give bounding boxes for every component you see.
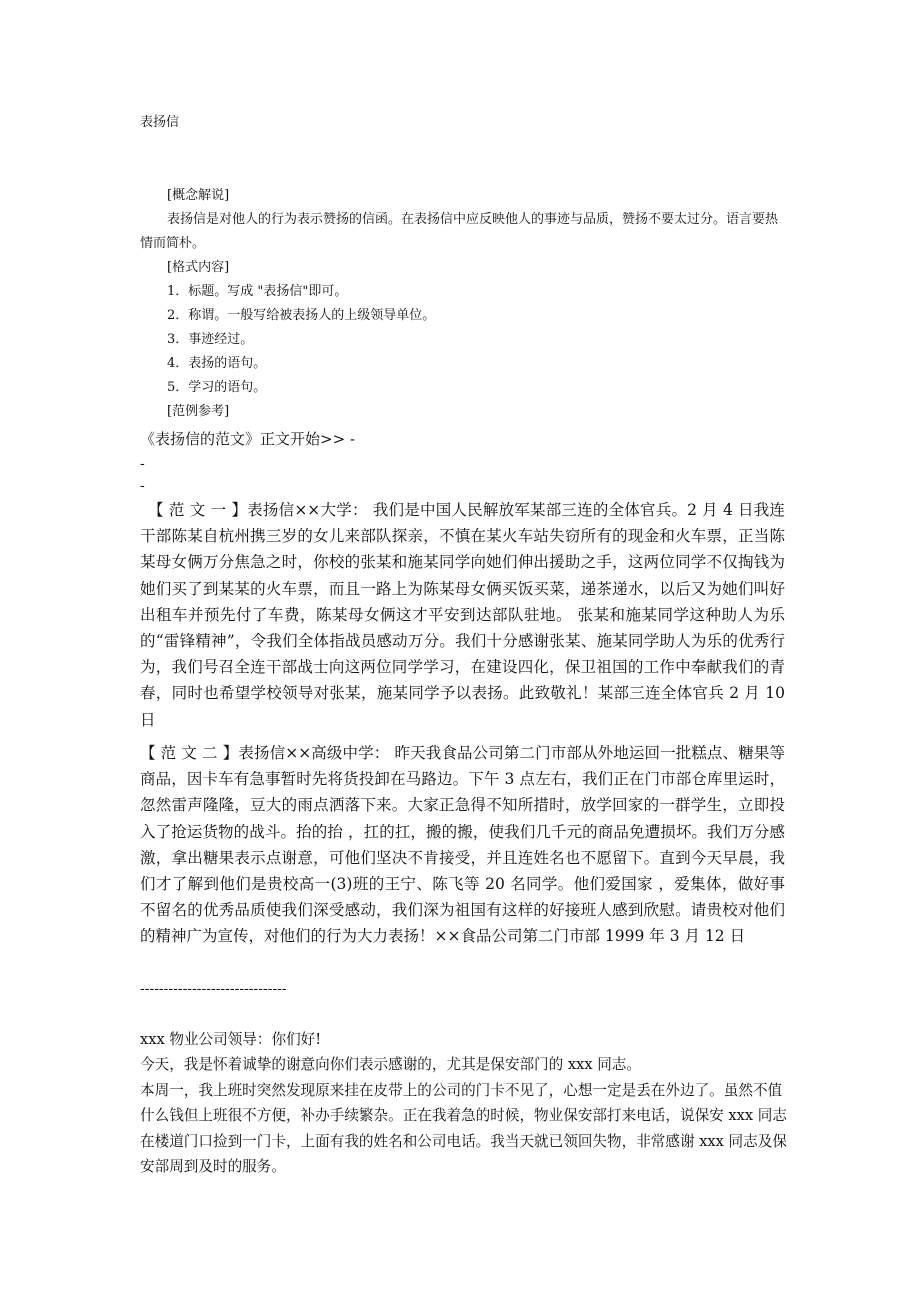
example-two [140,740,785,950]
dash-line: - [140,478,145,494]
body-start-marker: 《表扬信的范文》正文开始>> - [140,430,355,448]
format-item: 2．称谓。一般写给被表扬人的上级领导单位。 [167,308,436,323]
letter-greeting: xxx 物业公司领导：你们好! [140,1031,322,1048]
format-item: 5．学习的语句。 [167,380,267,395]
document-title: 表扬信 [140,115,180,130]
separator-line: ------------------------------- [140,981,287,997]
example-one-text: 【 范 文 一 】表扬信××大学： 我们是中国人民解放军某部三连的全体官兵。2 月 4 日我连干部陈某自杭州携三岁的女儿来部队探亲，不慎在某火车站失窃所有的现金和火车票，正当陈某母女俩万分焦急之时，你校的张某和施某同学向她们伸出援助之手，这两位同学不仅掏钱为她们买了到某某的火车票，而且一路上为陈某母女俩买饭买菜，递茶递水，以后又为她们叫好出租车并预先付了车费，陈某母女俩这才平安到达部队驻地。 张某和施某同学这种助人为乐的“雷锋精神”，令我们全体指战员感动万分。我们十分感谢张某、施某同学助人为乐的优秀行为，我们号召全连干部战士向这两位同学学习，在建设四化，保卫祖国的工作中奉献我们的青春，同时也希望学校领导对张某，施某同学予以表扬。此致敬礼！某部三连全体官兵 2 月 10 日 [140,501,785,729]
dash-line: - [140,456,145,472]
examples-header: [范例参考] [167,404,230,419]
example-two-text: 【 范 文 二 】表扬信××高级中学： 昨天我食品公司第二门市部从外地运回一批糕点、糖果等商品，因卡车有急事暂时先将货投卸在马路边。下午 3 点左右，我们正在门市部仓库里运时，忽然雷声隆隆，豆大的雨点洒落下来。大家正急得不知所措时，放学回家的一群学生，立即投入了抢运货物的战斗。抬的抬 ，扛的扛，搬的搬，使我们几千元的商品免遭损坏。我们万分感激，拿出糖果表示点谢意，可他们坚决不肯接受，并且连姓名也不愿留下。直到今天早晨，我们才了解到他们是贵校高一(3)班的王宁、陈飞等 20 名同学。他们爱国家 ，爱集体，做好事不留名的优秀品质使我们深受感动，我们深为祖国有这样的好接班人感到欣慰。请贵校对他们的精神广为宣传，对他们的行为大力表扬！××食品公司第二门市部 1999 年 3 月 12 日 [140,744,785,946]
concept-section [140,184,790,424]
concept-text: 表扬信是对他人的行为表示赞扬的信函。在表扬信中应反映他人的事迹与品质，赞扬不要太过分。语言要热情而简朴。 [140,212,779,251]
concept-header: [概念解说] [167,188,230,203]
format-item: 4．表扬的语句。 [167,356,267,371]
letter-paragraph: 本周一，我上班时突然发现原来挂在皮带上的公司的门卡不见了，心想一定是丢在外边了。虽然不值什么钱但上班很不方便，补办手续繁杂。正在我着急的时候，物业保安部打来电话，说保安 xxx 同志在楼道门口捡到一门卡，上面有我的姓名和公司电话。我当天就已领回失物，非常感谢 xxx 同志及保安部周到及时的服务。 [140,1081,787,1176]
thank-you-letter [140,1027,790,1179]
format-header: [格式内容] [167,260,230,275]
format-item: 1．标题。写成 "表扬信"即可。 [167,284,348,299]
letter-line: 今天，我是怀着诚挚的谢意向你们表示感谢的，尤其是保安部门的 xxx 同志。 [140,1056,641,1074]
format-item: 3．事迹经过。 [167,332,254,347]
example-one [140,497,785,733]
